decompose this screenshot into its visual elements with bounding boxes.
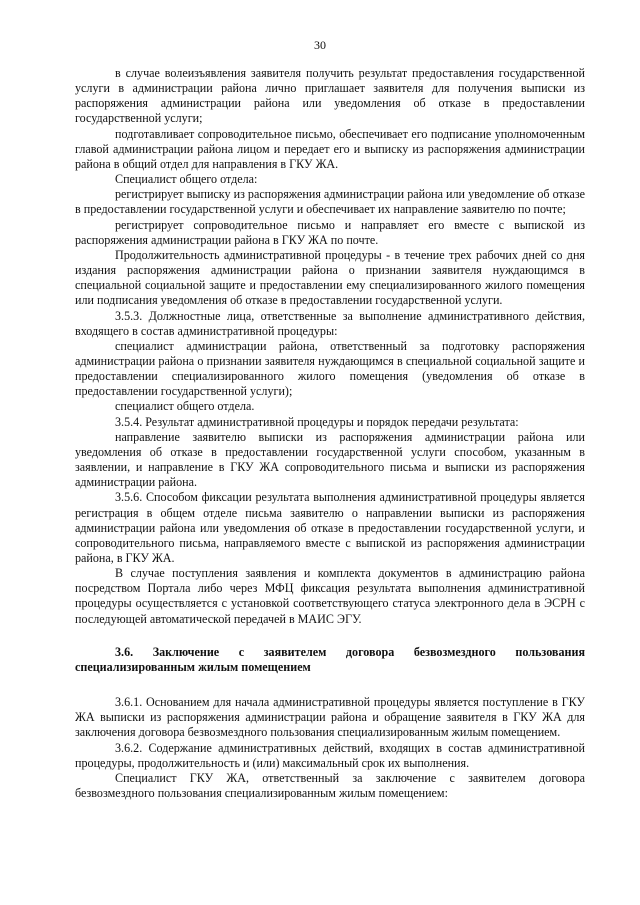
paragraph: подготавливает сопроводительное письмо, обеспечивает его подписание уполномоченным главой администрации района лицом и передает его и выписку из распоряжения администрации района в общий отдел для направления в ГКУ ЖА. xyxy=(75,126,585,171)
paragraph: Специалист общего отдела: xyxy=(115,172,258,187)
paragraph: регистрирует выписку из распоряжения администрации района или уведомление об отказе в предоставлении государственной услуги и обеспечивает их направление заявителю по почте; xyxy=(75,187,585,217)
paragraph: 3.5.3. Должностные лица, ответственные за выполнение административного действия, входящего в состав административной процедуры: xyxy=(75,308,585,338)
section-heading: 3.6. Заключение с заявителем договора безвозмездного пользования специализированным жилым помещением xyxy=(75,644,585,674)
page-number: 30 xyxy=(314,38,326,52)
paragraph: 3.6.1. Основанием для начала административной процедуры является поступление в ГКУ ЖА выписки из распоряжения администрации района и обращение заявителя в ГКУ ЖА для заключения договора безвозмездного пользования специализированным жилым помещением. xyxy=(75,695,585,740)
paragraph: специалист администрации района, ответственный за подготовку распоряжения администрации района о признании заявителя нуждающимся в специальной социальной защите и предоставлении специализированного жилого помещения (уведомления об отказе в предоставлении государственной услуги); xyxy=(75,338,585,399)
paragraph: в случае волеизъявления заявителя получить результат предоставления государственной услуги в администрации района лично приглашает заявителя для получения выписки из распоряжения администрации района или уведомления об отказе в предоставлении государственной услуги; xyxy=(75,66,585,126)
paragraph: 3.6.2. Содержание административных действий, входящих в состав административной процедуры, продолжительность и (или) максимальный срок их выполнения. xyxy=(75,740,585,770)
paragraph: В случае поступления заявления и комплекта документов в администрацию района посредством Портала либо через МФЦ фиксация результата выполнения административной процедуры осуществляется с установкой соответствующего статуса электронного дела в ЭСРН с последующей автоматической передачей в МАИС ЭГУ. xyxy=(75,566,585,626)
paragraph: регистрирует сопроводительное письмо и направляет его вместе с выпиской из распоряжения администрации района в ГКУ ЖА по почте. xyxy=(75,217,585,247)
paragraph: направление заявителю выписки из распоряжения администрации района или уведомления об отказе в предоставлении государственной услуги способом, указанным в заявлении, и направление в ГКУ ЖА сопроводительного письма и выписки из распоряжения администрации района. xyxy=(75,429,585,490)
document-body xyxy=(75,66,585,801)
paragraph: 3.5.4. Результат административной процедуры и порядок передачи результата: xyxy=(115,414,519,429)
paragraph: специалист общего отдела. xyxy=(115,399,255,414)
paragraph: Продолжительность административной процедуры - в течение трех рабочих дней со дня издания распоряжения администрации района о признании заявителя нуждающимся в специальной социальной защите и предоставлении ему специализированного жилого помещения или подписания уведомления об отказе в предоставлении государственной услуги. xyxy=(75,247,585,308)
paragraph: Специалист ГКУ ЖА, ответственный за заключение с заявителем договора безвозмездного пользования специализированным жилым помещением: xyxy=(75,770,585,801)
paragraph: 3.5.6. Способом фиксации результата выполнения административной процедуры является регистрация в общем отделе письма заявителю о направлении выписки из распоряжения администрации района или уведомления об отказе в предоставлении государственной услуги, и сопроводительного письма, направляемого вместе с выпиской из распоряжения администрации района, в ГКУ ЖА. xyxy=(75,490,585,565)
